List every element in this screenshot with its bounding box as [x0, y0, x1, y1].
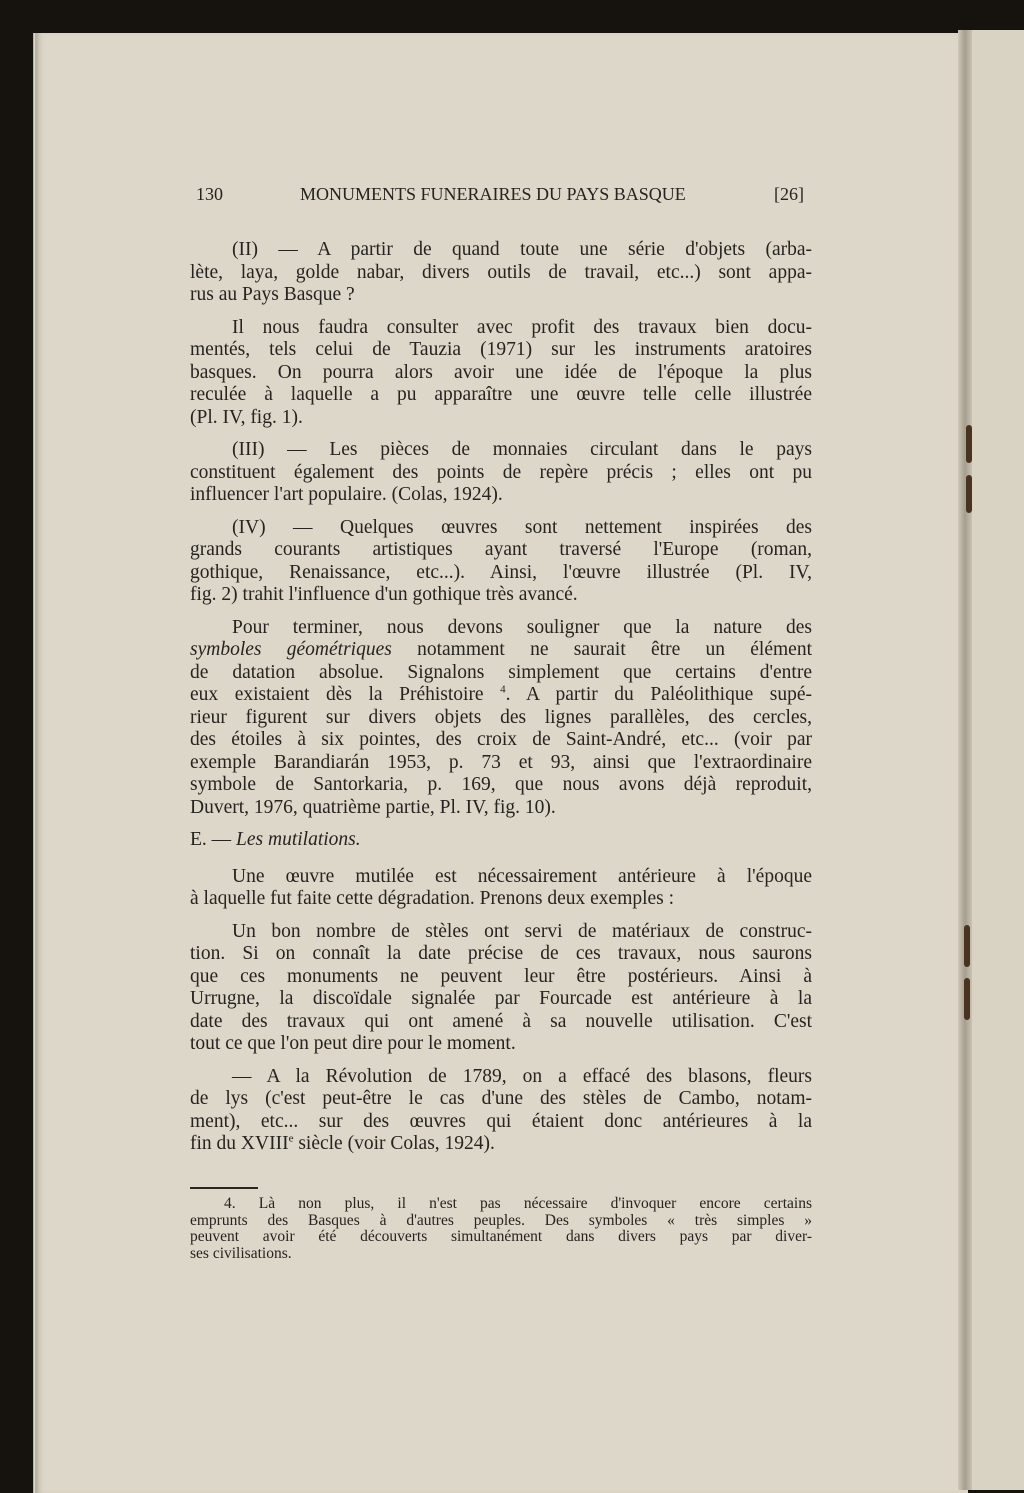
text-line: que ces monuments ne peuvent leur être postérieurs. Ainsi à	[190, 965, 812, 987]
superscript: 4	[500, 683, 506, 696]
text-segment: eux existaient dès la Préhistoire	[190, 684, 501, 705]
text-line: (IV) — Quelques œuvres sont nettement inspirées des	[232, 516, 812, 538]
paragraph	[190, 1066, 812, 1156]
facing-page-edge	[972, 30, 1024, 1490]
text-line: ses civilisations.	[190, 1245, 292, 1263]
text-line: 4. Là non plus, il n'est pas nécessaire d'invoquer encore certains	[224, 1195, 812, 1212]
text-line: Urrugne, la discoïdale signalée par Fourcade est antérieure à la	[190, 988, 812, 1009]
text-line: des étoiles à six pointes, des croix de Saint-André, etc... (voir par	[190, 729, 812, 750]
paragraph	[190, 921, 812, 1056]
text-line: basques. On pourra alors avoir une idée de l'époque la plus	[190, 361, 812, 383]
text-line	[190, 684, 812, 707]
rust-stain	[966, 475, 972, 513]
text-line: rieur figurent sur divers objets des lignes parallèles, des cercles,	[190, 706, 812, 728]
text-segment: . A partir du Paléolithique supé-	[505, 684, 813, 705]
text-line: Duvert, 1976, quatrième partie, Pl. IV, fig. 10).	[190, 796, 556, 818]
text-line: (III) — Les pièces de monnaies circulant dans le pays	[232, 439, 812, 460]
body-text	[190, 239, 812, 1166]
text-line: Pour terminer, nous devons souligner que la nature des	[232, 616, 812, 638]
text-line: fig. 2) trahit l'influence d'un gothique très avancé.	[190, 584, 578, 605]
text-line: Un bon nombre de stèles ont servi de matériaux de construc-	[232, 920, 812, 942]
book-gutter	[958, 30, 972, 1490]
text-line: tout ce que l'on peut dire pour le moment.	[190, 1033, 516, 1054]
italic-text: Les mutilations.	[236, 829, 361, 850]
text-line: gothique, Renaissance, etc...). Ainsi, l'œuvre illustrée (Pl. IV,	[190, 561, 812, 583]
running-header	[196, 184, 818, 208]
text-segment: fin du XVIII	[190, 1133, 289, 1154]
text-line: ment), etc... sur des œuvres qui étaient donc antérieures à la	[190, 1110, 812, 1132]
text-line: de lys (c'est peut-être le cas d'une des stèles de Cambo, notam-	[190, 1088, 812, 1109]
text-line	[190, 639, 812, 662]
text-line: (II) — A partir de quand toute une série d'objets (arba-	[232, 239, 812, 260]
section-number: [26]	[774, 184, 804, 204]
text-line: mentés, tels celui de Tauzia (1971) sur les instruments aratoires	[190, 339, 812, 360]
section-heading	[190, 829, 812, 852]
footnote-rule	[190, 1187, 258, 1189]
text-line: de datation absolue. Signalons simplement que certains d'entre	[190, 661, 812, 683]
text-segment: siècle (voir Colas, 1924).	[293, 1133, 495, 1154]
text-line: influencer l'art populaire. (Colas, 1924).	[190, 484, 503, 505]
text-line: peuvent avoir été découverts simultanément dans divers pays par diver-	[190, 1228, 812, 1246]
text-line: — A la Révolution de 1789, on a effacé des blasons, fleurs	[232, 1065, 812, 1087]
text-line: Il nous faudra consulter avec profit des travaux bien docu-	[232, 316, 812, 338]
superscript: e	[288, 1132, 294, 1145]
text-line: emprunts des Basques à d'autres peuples. Des symboles « très simples »	[190, 1211, 812, 1229]
paragraph	[190, 439, 812, 507]
text-line: Une œuvre mutilée est nécessairement antérieure à l'époque	[232, 865, 812, 887]
text-line: tion. Si on connaît la date précise de ces travaux, nous saurons	[190, 943, 812, 964]
text-line: date des travaux qui ont amené à sa nouvelle utilisation. C'est	[190, 1010, 812, 1032]
running-title: MONUMENTS FUNERAIRES DU PAYS BASQUE	[300, 184, 686, 204]
footnote	[190, 1196, 812, 1263]
text-line: symbole de Santorkaria, p. 169, que nous avons déjà reproduit,	[190, 774, 812, 795]
page-number: 130	[196, 184, 223, 204]
paragraph	[190, 317, 812, 430]
rust-stain	[964, 978, 970, 1020]
text-line: lète, laya, golde nabar, divers outils de travail, etc...) sont appa-	[190, 261, 812, 283]
text-line: grands courants artistiques ayant traversé l'Europe (roman,	[190, 539, 812, 560]
text-line: rus au Pays Basque ?	[190, 284, 355, 305]
paragraph	[190, 617, 812, 820]
text-segment: E. —	[190, 829, 237, 850]
text-line: exemple Barandiarán 1953, p. 73 et 93, ainsi que l'extraordinaire	[190, 751, 812, 773]
text-line: (Pl. IV, fig. 1).	[190, 406, 303, 428]
text-line: reculée à laquelle a pu apparaître une œuvre telle celle illustrée	[190, 384, 812, 405]
text-line: à laquelle fut faite cette dégradation. Prenons deux exemples :	[190, 888, 675, 909]
rust-stain	[964, 925, 970, 967]
paragraph	[190, 239, 812, 307]
rust-stain	[966, 425, 972, 463]
text-line	[190, 1133, 812, 1156]
text-line: constituent également des points de repère précis ; elles ont pu	[190, 461, 812, 483]
paragraph	[190, 517, 812, 607]
italic-text: symboles géométriques	[190, 639, 392, 660]
paragraph	[190, 866, 812, 911]
text-segment: notamment ne saurait être un élément	[391, 639, 812, 660]
text-line	[190, 829, 812, 852]
